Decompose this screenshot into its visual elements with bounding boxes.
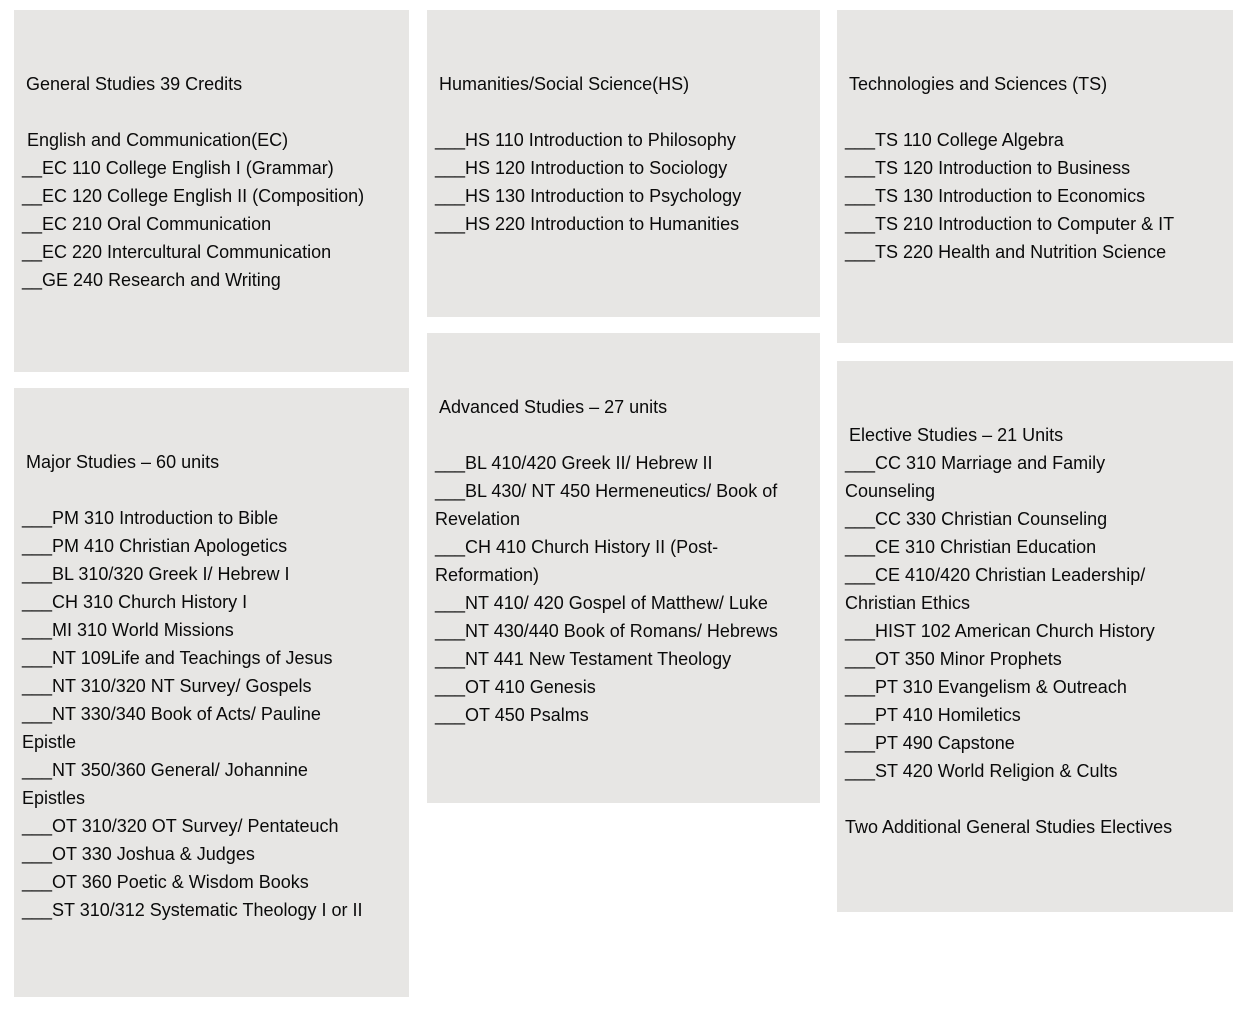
course-line (845, 785, 1233, 813)
course-line: ___NT 310/320 NT Survey/ Gospels (22, 676, 312, 696)
course-line: Counseling (845, 481, 936, 501)
course-line: English and Communication(EC) (22, 130, 289, 150)
course-line: ___PT 310 Evangelism & Outreach (845, 677, 1127, 697)
course-line: ___TS 220 Health and Nutrition Science (845, 242, 1167, 262)
course-line: ___PM 310 Introduction to Bible (22, 508, 279, 528)
course-list (845, 98, 1233, 266)
card-title: Major Studies – 60 units (26, 452, 220, 472)
course-line: Two Additional General Studies Electives (845, 817, 1173, 837)
course-line: __GE 240 Research and Writing (22, 270, 281, 290)
course-list (22, 476, 409, 924)
course-line: ___CC 330 Christian Counseling (845, 509, 1108, 529)
course-line: Epistles (22, 788, 86, 808)
course-line: ___HS 130 Introduction to Psychology (435, 186, 742, 206)
course-line: ___PM 410 Christian Apologetics (22, 536, 288, 556)
course-line: ___OT 410 Genesis (435, 677, 596, 697)
course-line: ___TS 210 Introduction to Computer & IT (845, 214, 1175, 234)
course-line: ___ST 310/312 Systematic Theology I or II (22, 900, 363, 920)
course-line: ___NT 441 New Testament Theology (435, 649, 732, 669)
course-line: ___BL 310/320 Greek I/ Hebrew I (22, 564, 290, 584)
course-line: __EC 120 College English II (Composition) (22, 186, 365, 206)
course-line: ___BL 430/ NT 450 Hermeneutics/ Book of (435, 481, 778, 501)
course-line: ___CH 310 Church History I (22, 592, 248, 612)
course-list (22, 98, 409, 294)
card-title: Technologies and Sciences (TS) (849, 74, 1108, 94)
course-line: ___OT 450 Psalms (435, 705, 589, 725)
course-line: ___OT 330 Joshua & Judges (22, 844, 255, 864)
card-title: Advanced Studies – 27 units (439, 397, 668, 417)
card-title: General Studies 39 Credits (26, 74, 243, 94)
course-line: ___CC 310 Marriage and Family (845, 453, 1106, 473)
course-line: Revelation (435, 509, 521, 529)
course-line (435, 421, 820, 449)
course-line: ___HS 220 Introduction to Humanities (435, 214, 740, 234)
course-line: __EC 110 College English I (Grammar) (22, 158, 334, 178)
course-line: ___HIST 102 American Church History (845, 621, 1155, 641)
course-line (435, 98, 820, 126)
course-line (22, 476, 409, 504)
course-line: ___CE 410/420 Christian Leadership/ (845, 565, 1146, 585)
course-line: __EC 210 Oral Communication (22, 214, 272, 234)
card-major-studies (14, 388, 409, 997)
course-line: ___TS 130 Introduction to Economics (845, 186, 1146, 206)
card-general-studies (14, 10, 409, 372)
course-line: ___TS 110 College Algebra (845, 130, 1064, 150)
course-line: __EC 220 Intercultural Communication (22, 242, 332, 262)
course-line: ___ST 420 World Religion & Cults (845, 761, 1118, 781)
course-line: ___CE 310 Christian Education (845, 537, 1097, 557)
card-title: Humanities/Social Science(HS) (439, 74, 690, 94)
course-line (22, 98, 409, 126)
course-line: ___NT 430/440 Book of Romans/ Hebrews (435, 621, 778, 641)
course-line: Epistle (22, 732, 77, 752)
card-advanced-studies (427, 333, 820, 803)
course-line: ___HS 120 Introduction to Sociology (435, 158, 728, 178)
card-elective-studies (837, 361, 1233, 912)
course-line: ___OT 310/320 OT Survey/ Pentateuch (22, 816, 339, 836)
course-line: ___PT 410 Homiletics (845, 705, 1021, 725)
course-list (435, 421, 820, 729)
course-line: Christian Ethics (845, 593, 971, 613)
course-line: ___HS 110 Introduction to Philosophy (435, 130, 736, 150)
card-humanities-social-science (427, 10, 820, 317)
course-line: ___CH 410 Church History II (Post- (435, 537, 719, 557)
course-line: ___MI 310 World Missions (22, 620, 234, 640)
card-title: Elective Studies – 21 Units (849, 425, 1064, 445)
course-line: Reformation) (435, 565, 540, 585)
course-line: ___TS 120 Introduction to Business (845, 158, 1131, 178)
course-line: ___NT 410/ 420 Gospel of Matthew/ Luke (435, 593, 768, 613)
course-line: ___NT 350/360 General/ Johannine (22, 760, 308, 780)
course-line: ___PT 490 Capstone (845, 733, 1015, 753)
course-line (845, 98, 1233, 126)
course-line: ___NT 109Life and Teachings of Jesus (22, 648, 333, 668)
course-line: ___OT 360 Poetic & Wisdom Books (22, 872, 309, 892)
course-list (435, 98, 820, 238)
course-line: ___NT 330/340 Book of Acts/ Pauline (22, 704, 321, 724)
course-list (845, 449, 1233, 841)
card-technologies-sciences (837, 10, 1233, 343)
course-line: ___OT 350 Minor Prophets (845, 649, 1062, 669)
course-line: ___BL 410/420 Greek II/ Hebrew II (435, 453, 713, 473)
